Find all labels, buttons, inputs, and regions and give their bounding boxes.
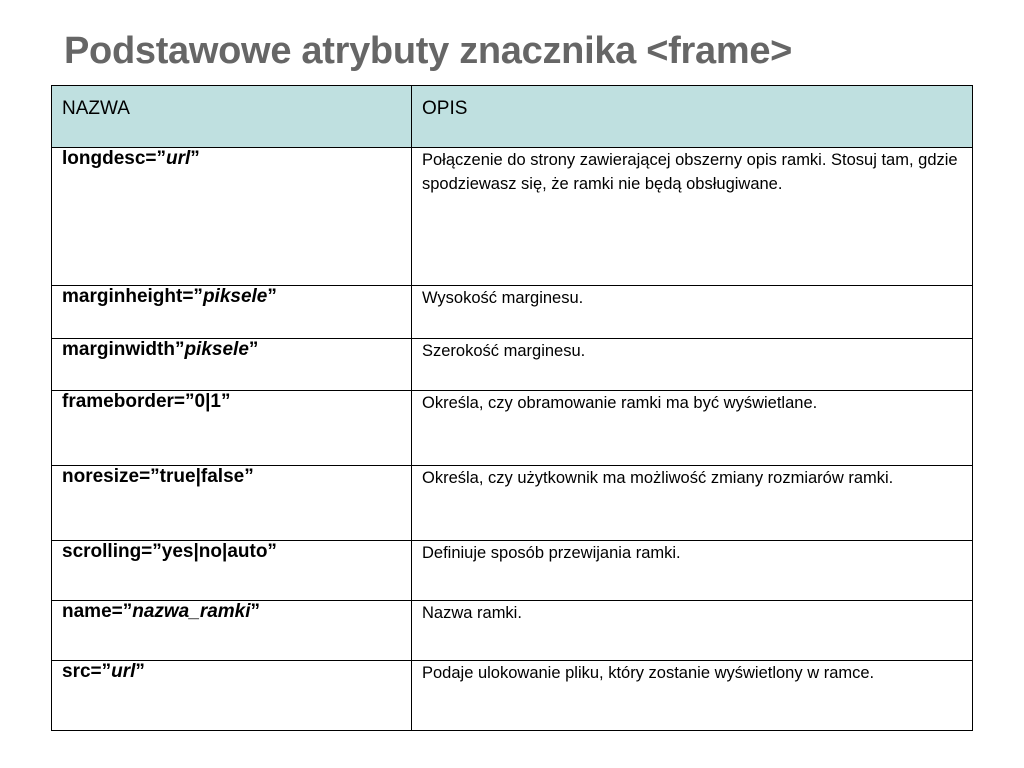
attribute-name-value: piksele (202, 286, 268, 307)
table-row (52, 339, 973, 391)
attribute-name-prefix: longdesc=” (62, 148, 166, 169)
table-row (52, 148, 973, 286)
table-row (52, 661, 973, 731)
attribute-name (52, 286, 412, 339)
attribute-name (52, 541, 412, 601)
table-row (52, 391, 973, 466)
attribute-name-prefix: frameborder=”0|1” (62, 391, 231, 412)
attribute-description: Określa, czy użytkownik ma możliwość zmiany rozmiarów ramki. (412, 466, 973, 541)
attribute-name (52, 148, 412, 286)
attribute-name-suffix: ” (190, 148, 200, 169)
attribute-name (52, 391, 412, 466)
attribute-description: Nazwa ramki. (412, 601, 973, 661)
attribute-description: Określa, czy obramowanie ramki ma być wyświetlane. (412, 391, 973, 466)
attribute-name (52, 339, 412, 391)
table-row (52, 466, 973, 541)
attribute-name-suffix: ” (250, 601, 261, 622)
attribute-description: Definiuje sposób przewijania ramki. (412, 541, 973, 601)
attribute-name-prefix: name=” (62, 601, 133, 622)
attribute-name-value: nazwa_ramki (132, 601, 251, 622)
attribute-description: Szerokość marginesu. (412, 339, 973, 391)
attribute-name (52, 601, 412, 661)
attribute-name-value: url (111, 661, 136, 682)
attribute-name (52, 661, 412, 731)
attribute-name-prefix: noresize=”true|false” (62, 466, 254, 487)
table-row (52, 541, 973, 601)
attribute-name-prefix: marginheight=” (62, 286, 203, 307)
attribute-name-suffix: ” (248, 339, 259, 360)
attribute-name (52, 466, 412, 541)
attribute-name-suffix: ” (267, 286, 277, 307)
attribute-name-value: piksele (184, 339, 249, 360)
attribute-name-prefix: marginwidth” (62, 339, 185, 360)
header-name: NAZWA (52, 86, 412, 148)
attribute-description: Wysokość marginesu. (412, 286, 973, 339)
header-description: OPIS (412, 86, 973, 148)
attribute-name-prefix: scrolling=”yes|no|auto” (62, 541, 277, 562)
attribute-description: Połączenie do strony zawierającej obszerny opis ramki. Stosuj tam, gdzie spodziewasz się, że ramki nie będą obsługiwane. (412, 148, 973, 286)
table-header-row (52, 86, 973, 148)
attributes-table (51, 85, 973, 731)
attribute-name-prefix: src=” (62, 661, 112, 682)
attribute-name-suffix: ” (135, 661, 145, 682)
slide-title: Podstawowe atrybuty znacznika <frame> (64, 30, 793, 72)
table-row (52, 286, 973, 339)
table-row (52, 601, 973, 661)
attribute-description: Podaje ulokowanie pliku, który zostanie wyświetlony w ramce. (412, 661, 973, 731)
attribute-name-value: url (166, 148, 191, 169)
